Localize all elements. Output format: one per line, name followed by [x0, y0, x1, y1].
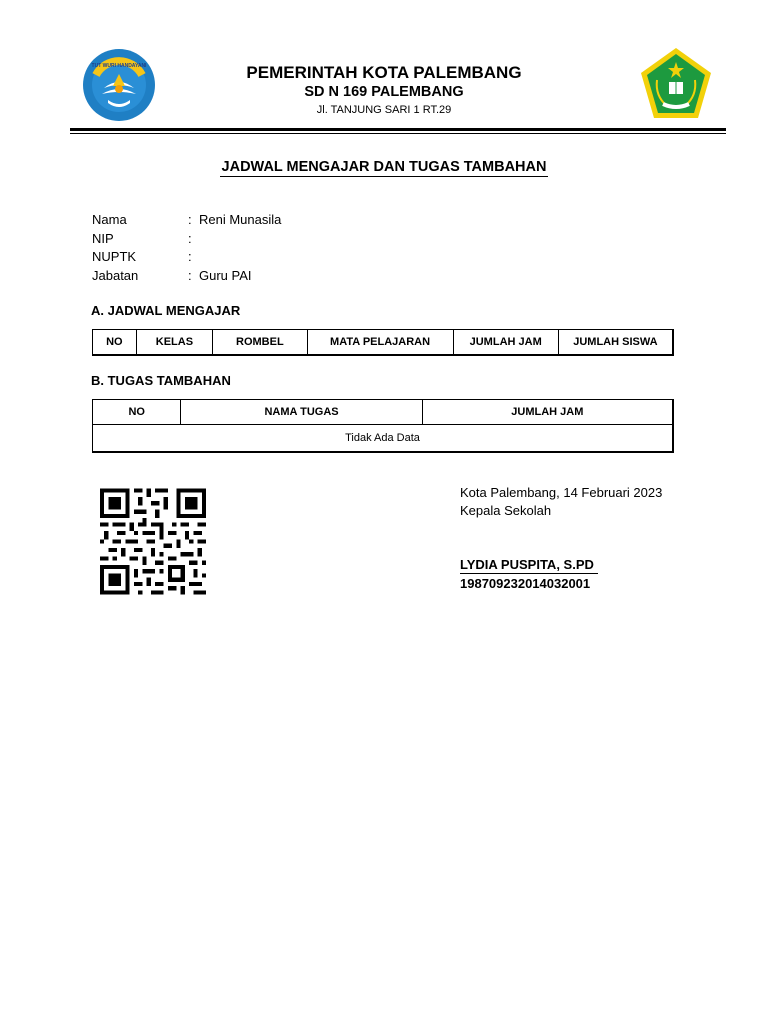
info-row-nuptk	[92, 248, 492, 267]
column-header-jumlah-jam: JUMLAH JAM	[422, 400, 673, 425]
teacher-info	[92, 211, 492, 286]
info-colon: :	[188, 268, 192, 284]
column-header-jumlah-jam: JUMLAH JAM	[453, 330, 558, 356]
teaching-schedule-table	[92, 329, 674, 356]
empty-data-text: Tidak Ada Data	[93, 425, 674, 453]
info-value: Guru PAI	[199, 268, 252, 284]
table-row-empty	[93, 425, 674, 453]
info-label: Jabatan	[92, 268, 139, 284]
column-header-mata-pelajaran: MATA PELAJARAN	[307, 330, 453, 356]
info-value: Reni Munasila	[199, 212, 282, 227]
header-divider-thin	[70, 133, 726, 134]
column-header-nama-tugas: NAMA TUGAS	[181, 400, 422, 425]
section-a-title: A. JADWAL MENGAJAR	[91, 303, 241, 318]
logo-left-text: TUT WURI HANDAYANI	[91, 63, 147, 69]
info-row-nama	[92, 211, 492, 230]
header-government-name: PEMERINTAH KOTA PALEMBANG	[246, 63, 522, 82]
info-label: NIP	[92, 230, 114, 246]
header-divider-thick	[70, 128, 726, 131]
column-header-no: NO	[93, 330, 137, 356]
document-title-wrap	[0, 158, 768, 176]
header-school-name: SD N 169 PALEMBANG	[304, 84, 464, 100]
signature-nip: 198709232014032001	[460, 576, 591, 591]
additional-tasks-table	[92, 399, 674, 453]
document-title: JADWAL MENGAJAR DAN TUGAS TAMBAHAN	[221, 159, 547, 175]
info-label: NUPTK	[92, 249, 137, 265]
column-header-rombel: ROMBEL	[213, 330, 307, 356]
table-header-row	[93, 330, 674, 356]
info-label: Nama	[92, 212, 127, 227]
info-colon: :	[188, 212, 192, 227]
column-header-kelas: KELAS	[136, 330, 213, 356]
info-row-jabatan	[92, 267, 492, 286]
signature-place-date: Kota Palembang, 14 Februari 2023	[460, 485, 663, 500]
column-header-jumlah-siswa: JUMLAH SISWA	[558, 330, 673, 356]
table-header-row	[93, 400, 674, 425]
signature-role: Kepala Sekolah	[460, 503, 552, 518]
section-b-title: B. TUGAS TAMBAHAN	[91, 373, 231, 388]
signature-block	[460, 484, 662, 591]
column-header-no: NO	[93, 400, 181, 425]
qr-code-icon	[100, 487, 206, 596]
info-row-nip	[92, 230, 492, 249]
signature-name: LYDIA PUSPITA, S.PD	[460, 557, 598, 574]
info-colon: :	[188, 249, 192, 265]
header-address: Jl. TANJUNG SARI 1 RT.29	[316, 104, 452, 116]
info-colon: :	[188, 230, 192, 246]
